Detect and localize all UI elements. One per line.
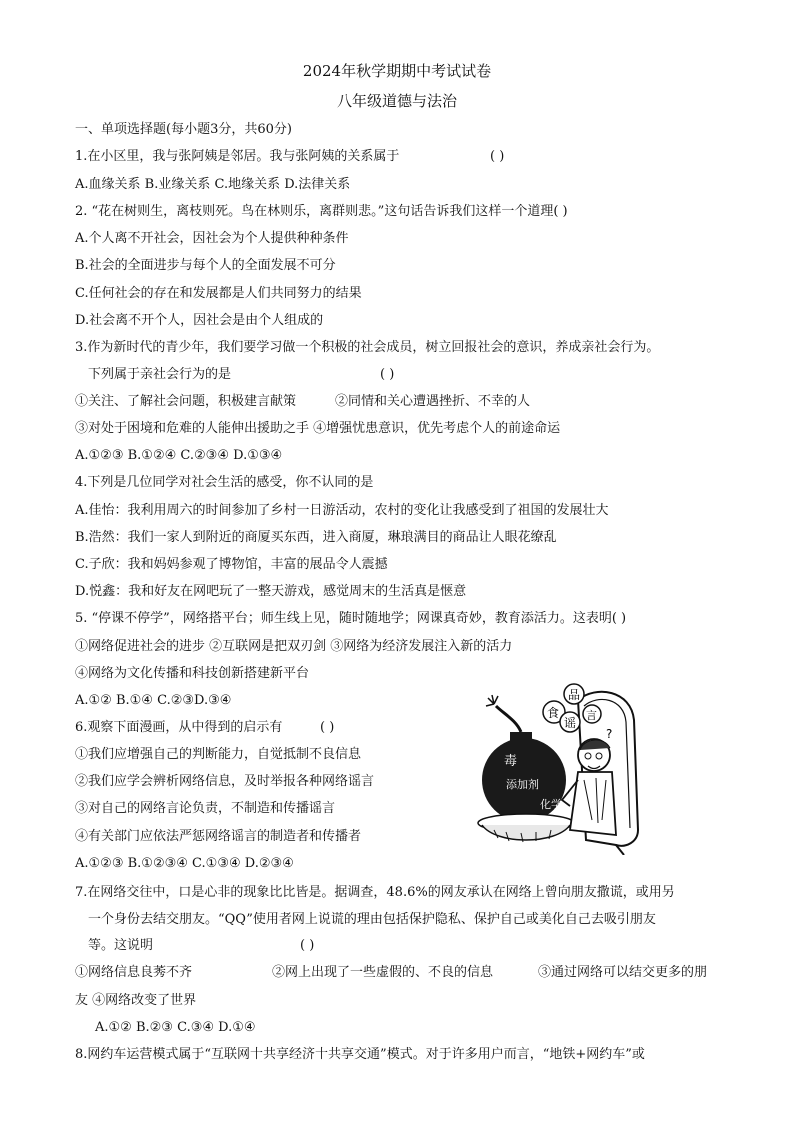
q5-stem: 5. “停课不停学”，网络搭平台；师生线上见，随时随地学；网课真奇妙，教育添活力。这表明( ) [75,611,627,626]
cartoon-label-huaxue: 化学 [540,798,562,811]
q4-option-b: B.浩然：我们一家人到附近的商厦买东西，进入商厦，琳琅满目的商品让人眼花缭乱 [75,530,557,545]
q3-statement-2: ②同情和关心遭遇挫折、不幸的人 [335,394,531,409]
q7-stem-line1: 7.在网络交往中，口是心非的现象比比皆是。据调查，48.6%的网友承认在网络上曾向朋友撒谎，或用另 [75,885,675,900]
q3-stem-line2: 下列属于亲社会行为的是 [88,367,232,382]
q2-option-c: C.任何社会的存在和发展都是人们共同努力的结果 [75,286,362,301]
q6-statement-2: ②我们应学会辨析网络信息，及时举报各种网络谣言 [75,774,375,789]
q5-statements-1: ①网络促进社会的进步 ②互联网是把双刃剑 ③网络为经济发展注入新的活力 [75,639,513,654]
q3-stem-line1: 3.作为新时代的青少年，我们要学习做一个积极的社会成员，树立回报社会的意识，养成亲社会行为。 [75,340,660,355]
cartoon-label-tianjiaji: 添加剂 [506,778,539,791]
section-heading: 一、单项选择题(每小题3分，共60分) [75,122,292,137]
q6-statement-1: ①我们应增强自己的判断能力，自觉抵制不良信息 [75,747,362,762]
q7-statement-1: ①网络信息良莠不齐 [75,965,193,980]
q3-blank: ( ) [380,367,395,382]
q7-statement-2: ②网上出现了一些虚假的、不良的信息 [272,965,494,980]
q6-statement-3: ③对自己的网络言论负责，不制造和传播谣言 [75,801,336,816]
cartoon-label-pin: 品 [568,688,581,702]
q3-options: A.①②③ B.①②④ C.②③④ D.①③④ [75,448,283,463]
q7-statement-3: ③通过网络可以结交更多的朋 [538,965,708,980]
q6-options: A.①②③ B.①②③④ C.①③④ D.②③④ [75,856,294,871]
q2-option-b: B.社会的全面进步与每个人的全面发展不可分 [75,258,336,273]
q1-blank: ( ) [490,149,505,164]
exam-subtitle: 八年级道德与法治 [336,92,457,110]
q3-statement-3-4: ③对处于困境和危难的人能伸出援助之手 ④增强忧患意识，优先考虑个人的前途命运 [75,421,561,436]
q2-stem: 2. “花在树则生，离枝则死。鸟在林则乐，离群则悲。”这句话告诉我们这样一个道理( ) [75,204,568,219]
q4-option-c: C.子欣：我和妈妈参观了博物馆，丰富的展品令人震撼 [75,557,388,572]
q5-options: A.①② B.①④ C.②③D.③④ [75,693,232,708]
q1-options: A.血缘关系 B.业缘关系 C.地缘关系 D.法律关系 [75,177,351,192]
q7-statement-4: 友 ④网络改变了世界 [75,993,197,1008]
q6-statement-4: ④有关部门应依法严惩网络谣言的制造者和传播者 [75,829,362,844]
cartoon-label-du: 毒 [504,754,518,769]
q1-stem: 1.在小区里，我与张阿姨是邻居。我与张阿姨的关系属于 [75,149,400,164]
q7-stem-line3: 等。这说明 [88,938,154,953]
q2-option-d: D.社会离不开个人，因社会是由个人组成的 [75,313,324,328]
q6-blank: ( ) [320,720,335,735]
q7-options: A.①② B.②③ C.③④ D.①④ [95,1020,256,1035]
q8-stem: 8.网约车运营模式属于“互联网十共享经济十共享交通”模式。对于许多用户而言，“地铁+网约车”或 [75,1047,645,1062]
rumor-cartoon-image [466,680,646,855]
svg-text:?: ? [606,727,613,741]
q2-option-a: A.个人离不开社会，因社会为个人提供种种条件 [75,231,349,246]
q5-statements-2: ④网络为文化传播和科技创新搭建新平台 [75,666,310,681]
q3-statement-1: ①关注、了解社会问题，积极建言献策 [75,394,297,409]
cartoon-label-yan: 言 [586,709,597,722]
exam-title: 2024年秋学期期中考试试卷 [302,62,492,80]
q4-stem: 4.下列是几位同学对社会生活的感受，你不认同的是 [75,475,374,490]
q7-stem-line2: 一个身份去结交朋友。“QQ”使用者网上说谎的理由包括保护隐私、保护自己或美化自己去吸引朋友 [88,912,656,927]
q7-blank: ( ) [300,938,315,953]
cartoon-label-yao: 谣 [564,716,577,730]
cartoon-label-shi: 食 [547,706,560,720]
q6-stem: 6.观察下面漫画，从中得到的启示有 [75,720,283,735]
q4-option-d: D.悦鑫：我和好友在网吧玩了一整天游戏，感觉周末的生活真是惬意 [75,584,467,599]
q4-option-a: A.佳怡：我利用周六的时间参加了乡村一日游活动，农村的变化让我感受到了祖国的发展壮大 [75,503,609,518]
